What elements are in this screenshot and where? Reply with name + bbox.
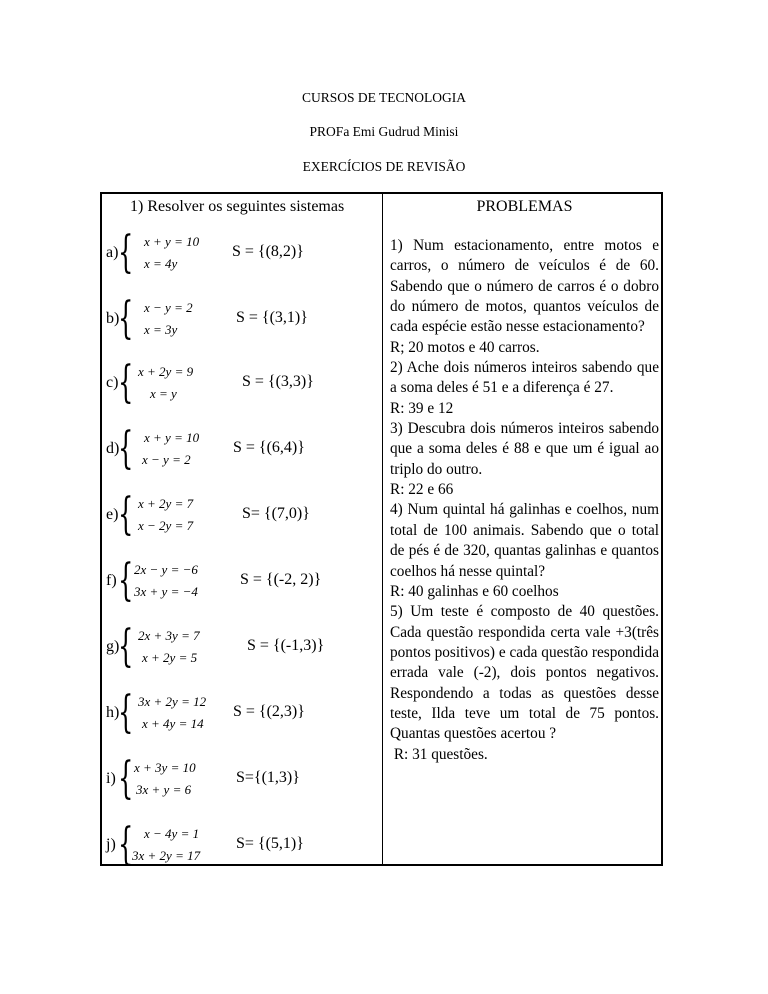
- exercise-table: [100, 192, 663, 870]
- solution-set: S = {(3,1)}: [236, 309, 308, 326]
- system-label: j): [106, 836, 116, 853]
- system-h: [102, 687, 382, 738]
- system-label: b): [106, 310, 120, 327]
- system-b: [102, 293, 382, 344]
- equation-2: x + 4y = 14: [142, 716, 204, 731]
- problem-2-question: 2) Ache dois números inteiros sabendo que a soma deles é 51 e a diferença é 27.: [390, 359, 659, 397]
- problem-5-question: 5) Um teste é composto de 40 questões. Cada questão respondida certa vale +3(três pontos positivos) e cada questão respondida errada vale (-2), dois pontos negativos. Respondendo a todas as questões desse teste, Ilda teve um total de 75 pontos. Quantas questões acertou ?: [390, 603, 659, 743]
- equation-2: 3x + y = −4: [134, 584, 198, 599]
- system-label: d): [106, 440, 120, 457]
- brace-icon: {: [118, 357, 134, 408]
- solution-set: S = {(3,3)}: [242, 373, 314, 390]
- problem-3-question: 3) Descubra dois números inteiros sabendo que a soma deles é 88 e que um é igual ao triplo do outro.: [390, 420, 659, 478]
- brace-icon: {: [118, 621, 134, 672]
- solution-set: S= {(7,0)}: [242, 505, 310, 522]
- equation-1: 2x + 3y = 7: [138, 628, 200, 643]
- equation-1: 2x − y = −6: [134, 562, 198, 577]
- problem-1-answer: R; 20 motos e 40 carros.: [390, 338, 540, 356]
- equation-2: x = y: [150, 386, 177, 401]
- column-divider: [382, 194, 383, 864]
- brace-icon: {: [118, 555, 134, 606]
- solution-set: S = {(8,2)}: [232, 243, 304, 260]
- problem-4-answer: R: 40 galinhas e 60 coelhos: [390, 582, 559, 600]
- teacher-name: PROFa Emi Gudrud Minisi: [309, 124, 459, 139]
- solution-set: S= {(5,1)}: [236, 835, 304, 852]
- system-a: [102, 227, 382, 278]
- system-j: [102, 819, 382, 870]
- system-e: [102, 489, 382, 540]
- system-label: g): [106, 638, 120, 655]
- equation-1: x − 4y = 1: [144, 826, 200, 841]
- solution-set: S = {(2,3)}: [233, 703, 305, 720]
- problems-list: [390, 236, 659, 765]
- system-label: i): [106, 770, 116, 787]
- equation-1: x + 3y = 10: [134, 760, 196, 775]
- equation-2: 3x + y = 6: [136, 782, 192, 797]
- system-g: [102, 621, 382, 672]
- system-f: [102, 555, 382, 606]
- equation-2: x − 2y = 7: [138, 518, 194, 533]
- equation-1: x − y = 2: [144, 300, 193, 315]
- brace-icon: {: [118, 489, 134, 540]
- equation-1: 3x + 2y = 12: [138, 694, 207, 709]
- systems-heading: 1) Resolver os seguintes sistemas: [130, 198, 345, 215]
- exercise-title: EXERCÍCIOS DE REVISÃO: [302, 159, 466, 174]
- problem-1-question: 1) Num estacionamento, entre motos e carros, o número de veículos é de 60. Sabendo que o número de carros é o dobro do número de motos, quantos veículos de cada espécie estão nesse estacionamento?: [390, 237, 659, 336]
- system-label: c): [106, 374, 119, 391]
- brace-icon: {: [118, 423, 134, 474]
- equation-2: x = 3y: [144, 322, 178, 337]
- problem-3-answer: R: 22 e 66: [390, 481, 454, 499]
- solution-set: S = {(-2, 2)}: [240, 571, 322, 588]
- brace-icon: {: [118, 819, 134, 870]
- equation-2: 3x + 2y = 17: [132, 848, 201, 863]
- equation-1: x + y = 10: [144, 430, 200, 445]
- solution-set: S={(1,3)}: [236, 769, 300, 786]
- problem-2-answer: R: 39 e 12: [390, 399, 454, 417]
- equation-1: x + 2y = 7: [138, 496, 194, 511]
- solution-set: S = {(6,4)}: [233, 439, 305, 456]
- equation-1: x + 2y = 9: [138, 364, 194, 379]
- equation-2: x = 4y: [144, 256, 178, 271]
- problem-5-answer: R: 31 questões.: [390, 745, 488, 763]
- course-title: CURSOS DE TECNOLOGIA: [301, 90, 466, 105]
- brace-icon: {: [118, 293, 134, 344]
- problem-4-question: 4) Num quintal há galinhas e coelhos, num total de 100 animais. Sabendo que o total de pés é de 320, quantas galinhas e quantos coelhos há nesse quintal?: [390, 501, 659, 580]
- system-label: h): [106, 704, 120, 721]
- equation-2: x − y = 2: [142, 452, 191, 467]
- system-label: f): [106, 572, 117, 589]
- solution-set: S = {(-1,3)}: [247, 637, 325, 654]
- equation-2: x + 2y = 5: [142, 650, 198, 665]
- brace-icon: {: [118, 687, 134, 738]
- equation-1: x + y = 10: [144, 234, 200, 249]
- problems-heading: PROBLEMAS: [476, 198, 573, 215]
- system-label: a): [106, 244, 119, 261]
- system-i: [102, 753, 382, 804]
- system-label: e): [106, 506, 119, 523]
- brace-icon: {: [118, 227, 134, 278]
- system-c: [102, 357, 382, 408]
- system-d: [102, 423, 382, 474]
- brace-icon: {: [118, 753, 134, 804]
